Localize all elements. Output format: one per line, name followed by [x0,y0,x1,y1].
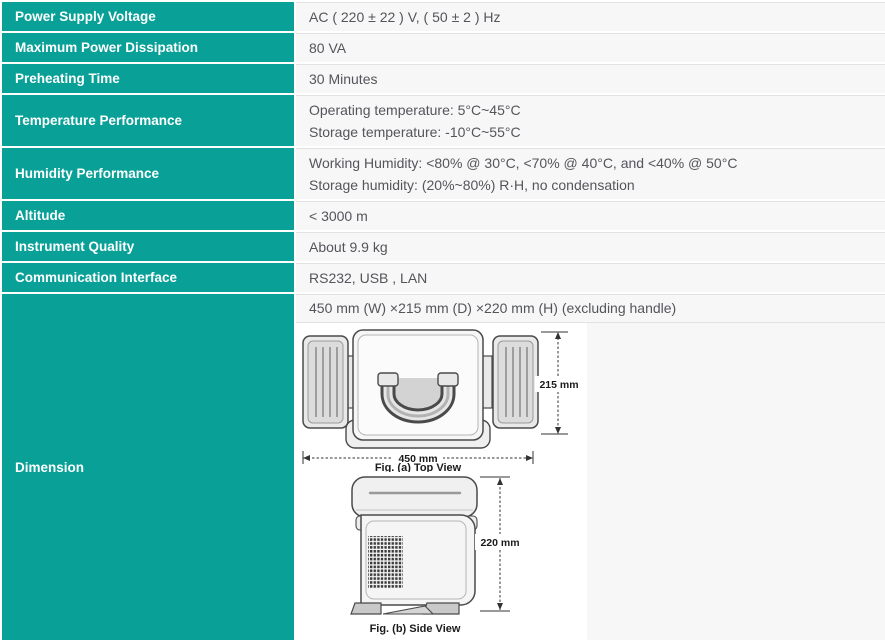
spec-value-maximum-power-dissipation [296,33,885,62]
depth-dimension [535,332,583,434]
spec-value-humidity-performance [296,148,885,199]
dimension-value-text: 450 mm (W) ×215 mm (D) ×220 mm (H) (excluding handle) [296,295,885,323]
spec-label-temperature-performance: Temperature Performance [2,95,294,146]
spec-label-instrument-quality: Instrument Quality [2,232,294,261]
instrument-side-view-drawing [298,472,583,638]
instrument-top-view-drawing [298,328,583,472]
spec-row [2,2,885,31]
ventilation-grille [368,536,403,588]
spec-label-dimension: Dimension [2,294,294,640]
spec-row [2,95,885,146]
spec-value-text: 30 Minutes [309,71,378,87]
spec-row [2,148,885,199]
spec-value-temperature-performance [296,95,885,146]
top-view-caption: Fig. (a) Top View [374,462,462,472]
spec-row [2,232,885,261]
spec-value-text: Working Humidity: <80% @ 30°C, <70% @ 40°C, and <40% @ 50°C [309,155,738,171]
spec-value-text: 80 VA [309,40,347,56]
depth-dimension-label: 215 mm [539,379,579,391]
dimension-cell-filler [587,323,885,640]
spec-value-power-supply-voltage [296,2,885,31]
width-dimension-label: 450 mm [398,453,438,465]
spec-label-altitude: Altitude [2,201,294,230]
left-vent-panel [303,336,348,428]
figure-box [296,323,587,640]
carry-handle [378,373,458,416]
spec-label-power-supply-voltage: Power Supply Voltage [2,2,294,31]
spec-value-communication-interface [296,263,885,292]
spec-value-instrument-quality [296,232,885,261]
right-vent-panel [493,336,538,428]
spec-value-text: About 9.9 kg [309,239,388,255]
spec-value-text: < 3000 m [309,208,368,224]
spec-row-dimension [2,294,885,640]
instrument-lid [352,477,477,517]
instrument-body [361,515,475,605]
spec-label-humidity-performance: Humidity Performance [2,148,294,199]
spec-label-maximum-power-dissipation: Maximum Power Dissipation [2,33,294,62]
spec-value-altitude [296,201,885,230]
spec-value-text: Operating temperature: 5°C~45°C [309,102,521,118]
spec-label-communication-interface: Communication Interface [2,263,294,292]
spec-label-preheating-time: Preheating Time [2,64,294,93]
spec-row [2,201,885,230]
spec-row [2,263,885,292]
height-dimension-label: 220 mm [480,537,520,549]
spec-row [2,64,885,93]
spec-value-preheating-time [296,64,885,93]
spec-value-text: Storage humidity: (20%~80%) R·H, no condensation [309,177,635,193]
dimension-figures [296,323,885,640]
spec-value-text: Storage temperature: -10°C~55°C [309,124,521,140]
height-dimension [475,477,525,611]
spec-value-dimension [296,294,885,640]
spec-value-text: AC ( 220 ± 22 ) V, ( 50 ± 2 ) Hz [309,9,501,25]
spec-row [2,33,885,62]
spec-value-text: RS232, USB , LAN [309,270,428,286]
side-view-caption: Fig. (b) Side View [369,623,461,635]
